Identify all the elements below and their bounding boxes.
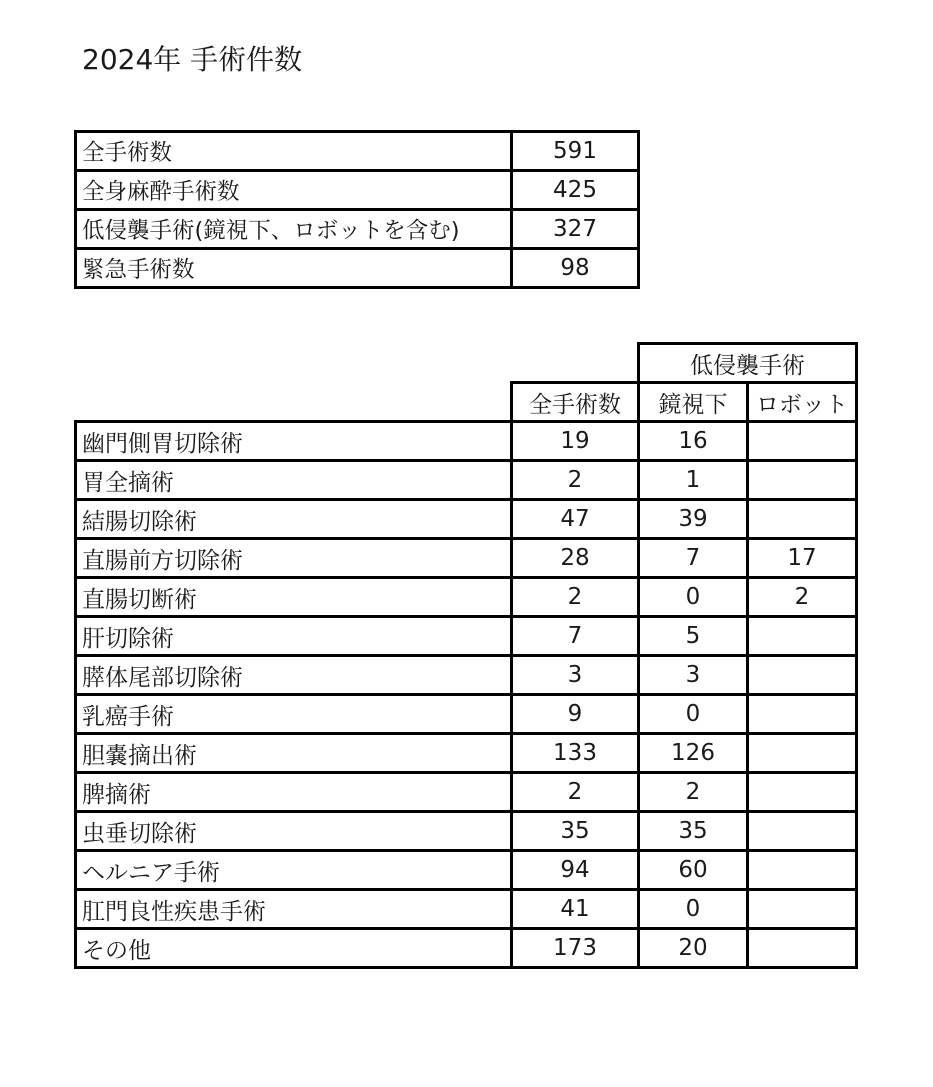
- summary-label-general-anesthesia: 全身麻酔手術数: [76, 171, 512, 210]
- header-blank-cell: [512, 344, 639, 383]
- table-row: [76, 500, 857, 539]
- procedure-endoscopic: 20: [639, 929, 748, 968]
- column-header-total: 全手術数: [512, 383, 639, 422]
- procedure-total: 173: [512, 929, 639, 968]
- procedure-total: 133: [512, 734, 639, 773]
- column-header-endoscopic: 鏡視下: [639, 383, 748, 422]
- procedure-endoscopic: 126: [639, 734, 748, 773]
- procedure-robot: [748, 812, 857, 851]
- summary-value-total-surgeries: 591: [512, 132, 639, 171]
- procedure-endoscopic: 35: [639, 812, 748, 851]
- summary-label-total-surgeries: 全手術数: [76, 132, 512, 171]
- table-row: [76, 812, 857, 851]
- procedure-total: 9: [512, 695, 639, 734]
- table-row: [76, 773, 857, 812]
- procedure-endoscopic: 0: [639, 695, 748, 734]
- summary-value-minimally-invasive: 327: [512, 210, 639, 249]
- table-row: [76, 734, 857, 773]
- procedure-name: ヘルニア手術: [76, 851, 512, 890]
- header-blank-cell: [76, 383, 512, 422]
- table-row: [76, 656, 857, 695]
- procedure-robot: [748, 422, 857, 461]
- procedure-robot: [748, 929, 857, 968]
- table-row: [76, 210, 639, 249]
- procedure-robot: [748, 773, 857, 812]
- procedure-robot: [748, 617, 857, 656]
- procedure-name: 直腸切断術: [76, 578, 512, 617]
- procedure-total: 94: [512, 851, 639, 890]
- procedure-endoscopic: 7: [639, 539, 748, 578]
- procedure-name: その他: [76, 929, 512, 968]
- procedure-endoscopic: 39: [639, 500, 748, 539]
- procedure-endoscopic: 0: [639, 890, 748, 929]
- procedure-robot: [748, 890, 857, 929]
- table-row: [76, 171, 639, 210]
- table-row: [76, 617, 857, 656]
- procedure-robot: 17: [748, 539, 857, 578]
- procedure-name: 虫垂切除術: [76, 812, 512, 851]
- procedure-total: 28: [512, 539, 639, 578]
- summary-label-minimally-invasive: 低侵襲手術(鏡視下、ロボットを含む): [76, 210, 512, 249]
- summary-table: [74, 130, 640, 289]
- procedure-name: 胃全摘術: [76, 461, 512, 500]
- procedure-name: 膵体尾部切除術: [76, 656, 512, 695]
- procedure-total: 47: [512, 500, 639, 539]
- procedure-robot: [748, 500, 857, 539]
- summary-value-general-anesthesia: 425: [512, 171, 639, 210]
- procedure-name: 脾摘術: [76, 773, 512, 812]
- procedure-name: 結腸切除術: [76, 500, 512, 539]
- procedure-total: 3: [512, 656, 639, 695]
- table-row: [76, 578, 857, 617]
- procedure-endoscopic: 0: [639, 578, 748, 617]
- procedure-detail-table: [74, 342, 858, 969]
- procedure-endoscopic: 16: [639, 422, 748, 461]
- procedure-endoscopic: 5: [639, 617, 748, 656]
- summary-value-emergency: 98: [512, 249, 639, 288]
- procedure-total: 7: [512, 617, 639, 656]
- procedure-robot: [748, 734, 857, 773]
- procedure-robot: [748, 461, 857, 500]
- procedure-name: 胆嚢摘出術: [76, 734, 512, 773]
- header-row-group: [76, 344, 857, 383]
- table-row: [76, 249, 639, 288]
- table-row: [76, 539, 857, 578]
- table-row: [76, 132, 639, 171]
- procedure-robot: [748, 656, 857, 695]
- column-group-header-minimally-invasive: 低侵襲手術: [639, 344, 857, 383]
- table-row: [76, 422, 857, 461]
- procedure-robot: [748, 851, 857, 890]
- procedure-endoscopic: 3: [639, 656, 748, 695]
- procedure-endoscopic: 2: [639, 773, 748, 812]
- procedure-name: 乳癌手術: [76, 695, 512, 734]
- procedure-robot: [748, 695, 857, 734]
- procedure-endoscopic: 1: [639, 461, 748, 500]
- procedure-robot: 2: [748, 578, 857, 617]
- table-row: [76, 461, 857, 500]
- procedure-total: 2: [512, 773, 639, 812]
- procedure-total: 35: [512, 812, 639, 851]
- procedure-name: 肛門良性疾患手術: [76, 890, 512, 929]
- header-row-columns: [76, 383, 857, 422]
- header-blank-cell: [76, 344, 512, 383]
- table-row: [76, 695, 857, 734]
- table-row: [76, 851, 857, 890]
- procedure-total: 41: [512, 890, 639, 929]
- procedure-total: 2: [512, 461, 639, 500]
- table-row: [76, 929, 857, 968]
- procedure-endoscopic: 60: [639, 851, 748, 890]
- procedure-total: 2: [512, 578, 639, 617]
- summary-label-emergency: 緊急手術数: [76, 249, 512, 288]
- table-row: [76, 890, 857, 929]
- procedure-name: 肝切除術: [76, 617, 512, 656]
- column-header-robot: ロボット: [748, 383, 857, 422]
- page-title: 2024年 手術件数: [82, 43, 303, 76]
- procedure-total: 19: [512, 422, 639, 461]
- procedure-name: 幽門側胃切除術: [76, 422, 512, 461]
- procedure-name: 直腸前方切除術: [76, 539, 512, 578]
